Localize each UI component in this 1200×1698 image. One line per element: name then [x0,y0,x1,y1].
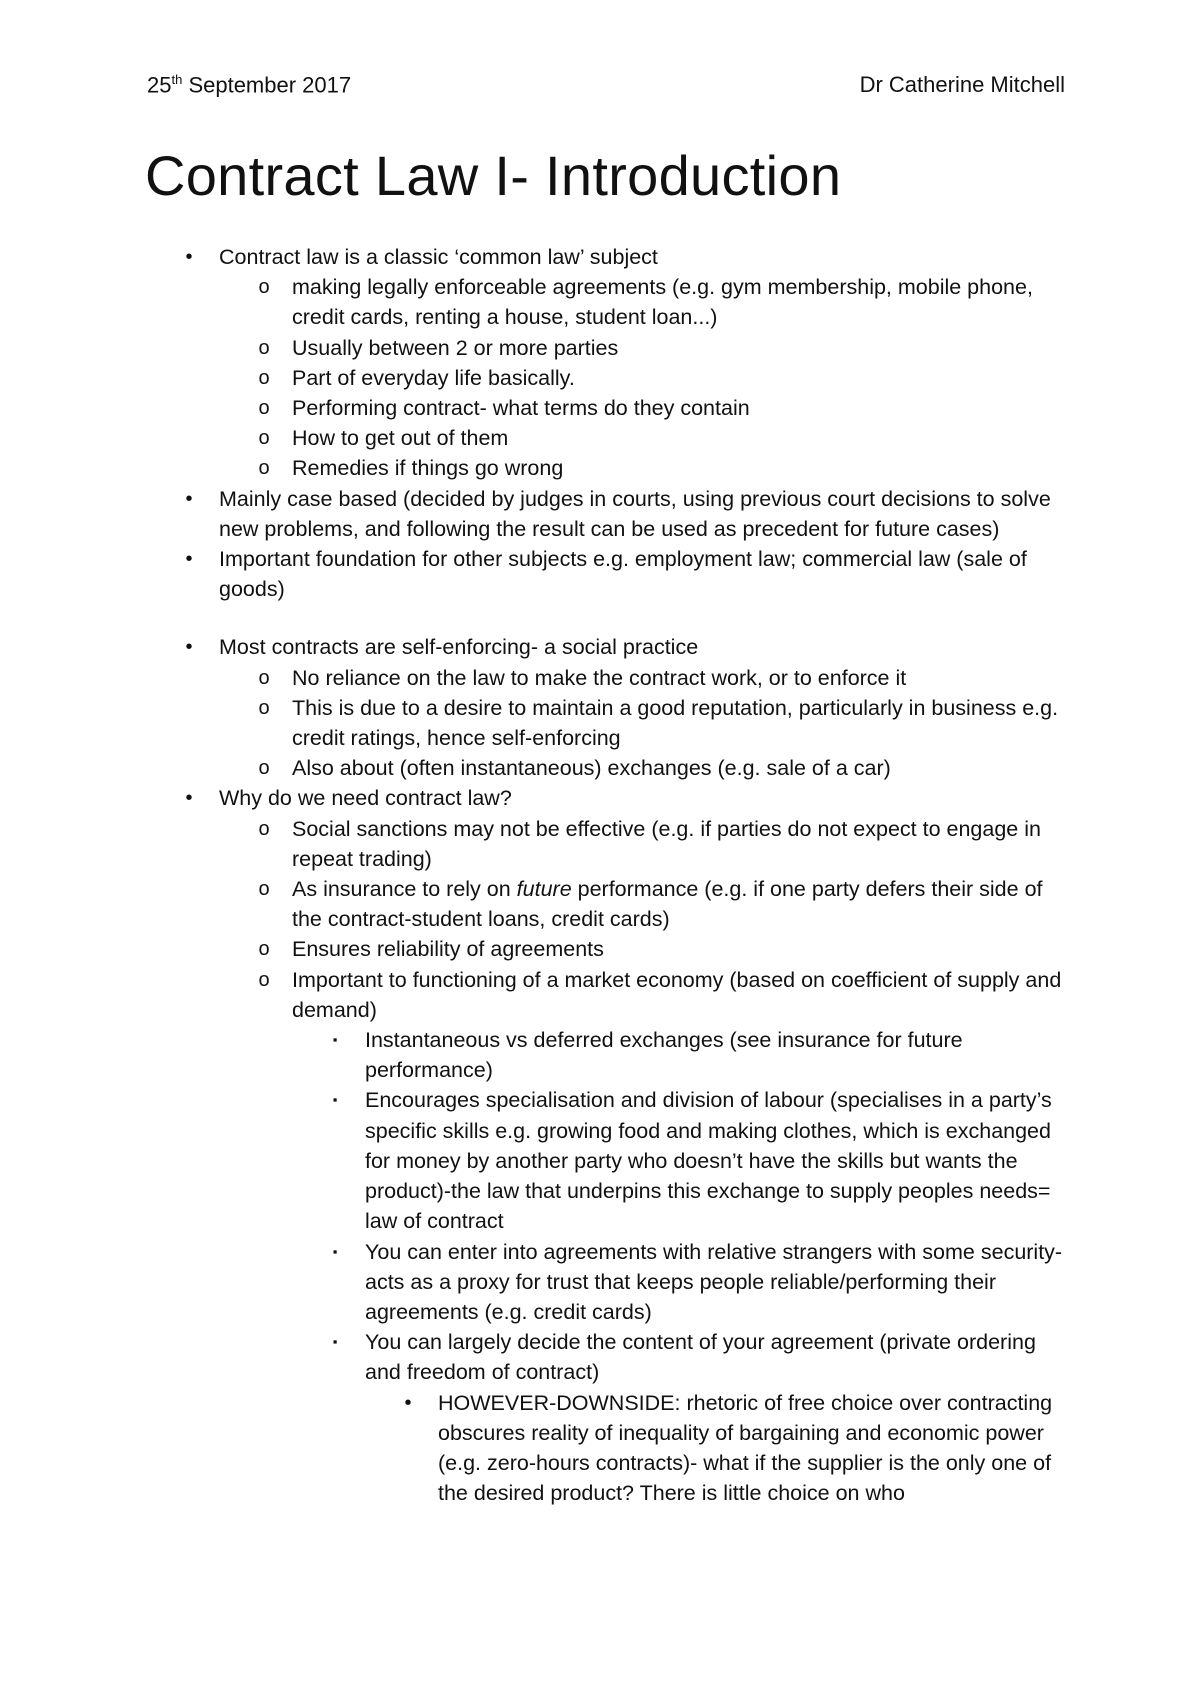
circle-bullet-icon: o [258,757,270,780]
list-item: o Usually between 2 or more parties [0,333,1200,363]
notes-list [0,242,1200,1508]
bullet-icon: • [404,1391,412,1414]
circle-bullet-icon: o [258,878,270,901]
list-item: • Mainly case based (decided by judges in courts, using previous court decisions to solve new problems, and following the result can be used as precedent for future cases) [0,484,1200,544]
bullet-icon: • [185,787,193,810]
circle-bullet-icon: o [258,427,270,450]
list-item: o Performing contract- what terms do they contain [0,393,1200,423]
square-bullet-icon: ▪ [332,1334,338,1350]
circle-bullet-icon: o [258,817,270,840]
list-item: • Important foundation for other subjects e.g. employment law; commercial law (sale of goods) [0,544,1200,604]
list-item: • HOWEVER-DOWNSIDE: rhetoric of free choice over contracting obscures reality of inequality of bargaining and economic power (e.g. zero-hours contracts)- what if the supplier is the only one of the desired product? There is little choice on who [0,1388,1200,1509]
list-item: ▪ Instantaneous vs deferred exchanges (see insurance for future performance) [0,1025,1200,1085]
circle-bullet-icon: o [258,696,270,719]
page-header [147,72,1065,98]
spacer [0,604,1200,632]
list-item: o Remedies if things go wrong [0,453,1200,483]
circle-bullet-icon: o [258,457,270,480]
bullet-icon: • [185,636,193,659]
circle-bullet-icon: o [258,276,270,299]
list-item: o This is due to a desire to maintain a good reputation, particularly in business e.g. credit ratings, hence self-enforcing [0,693,1200,753]
circle-bullet-icon: o [258,336,270,359]
list-item: o Important to functioning of a market economy (based on coefficient of supply and demand) [0,965,1200,1025]
list-item: o No reliance on the law to make the contract work, or to enforce it [0,663,1200,693]
list-item: o How to get out of them [0,423,1200,453]
list-item: ▪ You can enter into agreements with relative strangers with some security- acts as a proxy for trust that keeps people reliable/performing their agreements (e.g. credit cards) [0,1237,1200,1328]
list-item: ▪ You can largely decide the content of your agreement (private ordering and freedom of contract) [0,1327,1200,1387]
square-bullet-icon: ▪ [332,1092,338,1108]
circle-bullet-icon: o [258,968,270,991]
list-item: o As insurance to rely on future performance (e.g. if one party defers their side of the contract-student loans, credit cards) [0,874,1200,934]
bullet-icon: • [185,487,193,510]
list-item: ▪ Encourages specialisation and division of labour (specialises in a party’s specific skills e.g. growing food and making clothes, which is exchanged for money by another party who doesn’t have the skills but wants the product)-the law that underpins this exchange to supply peoples needs= law of contract [0,1085,1200,1236]
square-bullet-icon: ▪ [332,1243,338,1259]
square-bullet-icon: ▪ [332,1032,338,1048]
list-item: • Why do we need contract law? [0,783,1200,813]
list-item: • Contract law is a classic ‘common law’ subject [0,242,1200,272]
circle-bullet-icon: o [258,366,270,389]
list-item: o Part of everyday life basically. [0,363,1200,393]
list-item: o Also about (often instantaneous) exchanges (e.g. sale of a car) [0,753,1200,783]
list-item: • Most contracts are self-enforcing- a social practice [0,632,1200,662]
circle-bullet-icon: o [258,938,270,961]
list-item: o making legally enforceable agreements (e.g. gym membership, mobile phone, credit cards, renting a house, student loan...) [0,272,1200,332]
list-item: o Social sanctions may not be effective (e.g. if parties do not expect to engage in repeat trading) [0,814,1200,874]
page-title: Contract Law I- Introduction [145,144,842,207]
bullet-icon: • [185,246,193,268]
list-item: o Ensures reliability of agreements [0,934,1200,964]
header-author: Dr Catherine Mitchell [859,72,1065,98]
circle-bullet-icon: o [258,397,270,420]
header-date: 25th September 2017 [147,72,352,98]
circle-bullet-icon: o [258,666,270,689]
bullet-icon: • [185,548,193,571]
